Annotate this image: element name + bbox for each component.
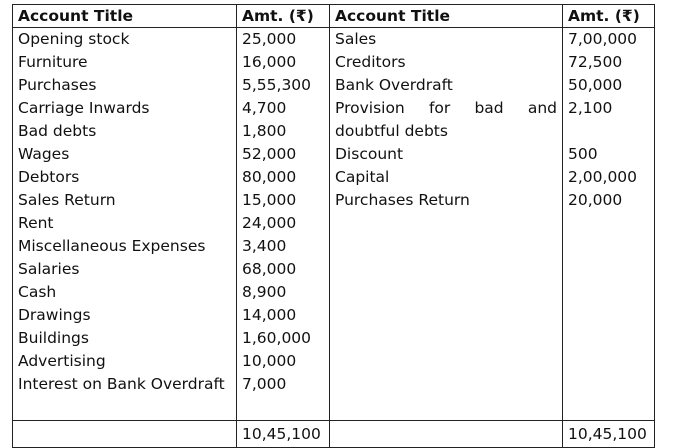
debit-title: Debtors	[13, 166, 237, 189]
credit-title-empty	[330, 212, 563, 235]
table-row	[13, 258, 655, 281]
table-row	[13, 166, 655, 189]
credit-title-empty	[330, 350, 563, 373]
credit-amount: 20,000	[563, 189, 655, 212]
credit-amount-empty	[563, 373, 655, 396]
credit-title-empty	[330, 304, 563, 327]
debit-title: Opening stock	[13, 28, 237, 52]
trial-balance-table	[12, 4, 655, 448]
debit-title: Salaries	[13, 258, 237, 281]
credit-amount-empty	[563, 304, 655, 327]
debit-total: 10,45,100	[237, 421, 330, 448]
trial-balance	[12, 4, 655, 448]
table-row	[13, 350, 655, 373]
debit-title: Interest on Bank Overdraft	[13, 373, 237, 396]
credit-title-empty	[330, 327, 563, 350]
left-title-header: Account Title	[13, 5, 237, 28]
right-title-header: Account Title	[330, 5, 563, 28]
debit-amount: 5,55,300	[237, 74, 330, 97]
credit-amount: 2,100	[563, 97, 655, 120]
debit-title: Sales Return	[13, 189, 237, 212]
table-row	[13, 212, 655, 235]
table-row	[13, 327, 655, 350]
credit-amount: 500	[563, 143, 655, 166]
credit-title-empty	[330, 281, 563, 304]
debit-title: Purchases	[13, 74, 237, 97]
debit-amount: 10,000	[237, 350, 330, 373]
debit-amount: 3,400	[237, 235, 330, 258]
credit-title-empty	[330, 373, 563, 396]
debit-amount: 16,000	[237, 51, 330, 74]
debit-amount: 4,700	[237, 97, 330, 120]
credit-title: Purchases Return	[330, 189, 563, 212]
total-label-empty	[13, 421, 237, 448]
debit-title: Bad debts	[13, 120, 237, 143]
credit-amount-empty	[563, 120, 655, 143]
header-row	[13, 5, 655, 28]
provision-line-1	[335, 97, 557, 120]
table-row	[13, 235, 655, 258]
debit-title: Miscellaneous Expenses	[13, 235, 237, 258]
debit-amount: 80,000	[237, 166, 330, 189]
credit-amount-empty	[563, 327, 655, 350]
total-row	[13, 421, 655, 448]
credit-title: Sales	[330, 28, 563, 52]
table-row	[13, 120, 655, 143]
provision-word: bad	[474, 99, 504, 117]
table-row	[13, 304, 655, 327]
credit-title: Bank Overdraft	[330, 74, 563, 97]
credit-title: Creditors	[330, 51, 563, 74]
debit-amount: 7,000	[237, 373, 330, 396]
credit-amount-empty	[563, 212, 655, 235]
provision-word: Provision	[335, 99, 405, 117]
table-row	[13, 189, 655, 212]
credit-amount: 72,500	[563, 51, 655, 74]
debit-amount: 1,800	[237, 120, 330, 143]
left-amount-header: Amt. (₹)	[237, 5, 330, 28]
credit-title-empty	[330, 258, 563, 281]
debit-title: Wages	[13, 143, 237, 166]
debit-title: Carriage Inwards	[13, 97, 237, 120]
provision-word: and	[527, 99, 557, 117]
right-amount-header: Amt. (₹)	[563, 5, 655, 28]
provision-line-2: doubtful debts	[330, 120, 563, 143]
debit-title: Furniture	[13, 51, 237, 74]
blank-row	[13, 396, 655, 421]
debit-amount: 24,000	[237, 212, 330, 235]
debit-title: Rent	[13, 212, 237, 235]
debit-amount: 8,900	[237, 281, 330, 304]
debit-title: Cash	[13, 281, 237, 304]
credit-total: 10,45,100	[563, 421, 655, 448]
credit-amount: 50,000	[563, 74, 655, 97]
debit-title: Buildings	[13, 327, 237, 350]
credit-amount: 2,00,000	[563, 166, 655, 189]
credit-title: Discount	[330, 143, 563, 166]
credit-amount-empty	[563, 281, 655, 304]
debit-amount: 68,000	[237, 258, 330, 281]
debit-amount: 14,000	[237, 304, 330, 327]
credit-title-provision	[330, 97, 563, 120]
debit-title: Drawings	[13, 304, 237, 327]
credit-amount-empty	[563, 235, 655, 258]
provision-word: for	[428, 99, 451, 117]
credit-title-empty	[330, 235, 563, 258]
debit-amount: 52,000	[237, 143, 330, 166]
debit-title: Advertising	[13, 350, 237, 373]
table-row	[13, 51, 655, 74]
table-row	[13, 28, 655, 52]
debit-amount: 15,000	[237, 189, 330, 212]
credit-amount-empty	[563, 350, 655, 373]
credit-title: Capital	[330, 166, 563, 189]
debit-amount: 25,000	[237, 28, 330, 52]
table-row	[13, 143, 655, 166]
table-row	[13, 97, 655, 120]
table-row	[13, 74, 655, 97]
credit-amount-empty	[563, 258, 655, 281]
table-row	[13, 281, 655, 304]
table-row	[13, 373, 655, 396]
total-label-empty	[330, 421, 563, 448]
debit-amount: 1,60,000	[237, 327, 330, 350]
credit-amount: 7,00,000	[563, 28, 655, 52]
